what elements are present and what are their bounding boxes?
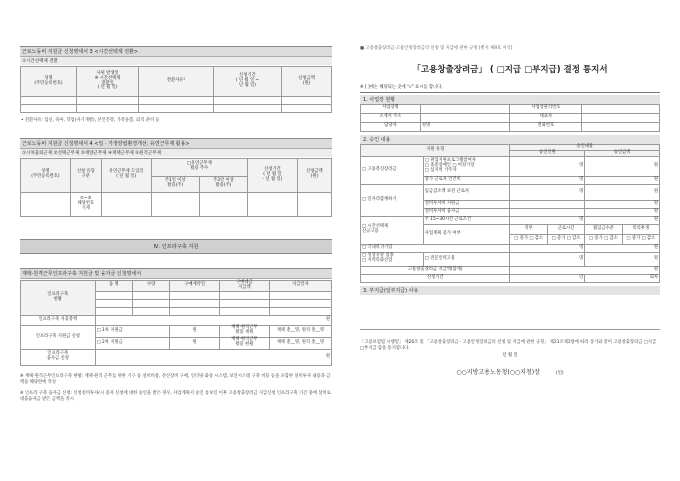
form3-cell[interactable]: [213, 105, 281, 113]
checkbox-legend: ※ [ ]에는 해당되는 곳에 "√" 표시를 합니다.: [360, 86, 660, 93]
right-page: [360, 36, 660, 476]
s2-item: 증가 근로자 인건비: [423, 176, 510, 184]
s1-label: 담당자: [361, 122, 421, 131]
form5-cell[interactable]: [170, 291, 220, 299]
form3-cell[interactable]: [76, 105, 138, 113]
s2-amount: 원: [585, 184, 660, 200]
s1-label: 사업장명: [361, 104, 421, 113]
section1-table: [360, 104, 660, 132]
form4-cell[interactable]: [297, 192, 331, 216]
form5-row-cost: 인프라구축 지출총액: [21, 315, 96, 325]
form-header-note: ■ 고용창출장려금·고용안정장려금의 신청 및 지급에 관한 규정 [별지 제9호 서식]: [360, 46, 513, 51]
form3-cell[interactable]: [21, 97, 77, 105]
form5-apply2-value: 재택 총__명, 원격 총__명: [269, 337, 331, 349]
s2-count: [510, 208, 585, 216]
s2-item: 임금감소액 보전 근로자: [423, 184, 510, 200]
infra-note-2: ※ 인프라 구축 융자금 신청: 신청설비투자(시 증자 신청에 대한 승인을 받은 경우, 사업계획서 승인 통보일 이후 고용창출장려금 지급신청 인프라구축 기간 중에 설비로 대출융자금 받은 금액을 적시: [20, 391, 331, 403]
form3-table: [20, 66, 332, 113]
s1-value[interactable]: [582, 104, 660, 113]
s2-group-reshoring[interactable]: □ 국내복귀기업: [361, 244, 510, 252]
s2-count: 명: [510, 216, 585, 224]
s2-count: 명: [510, 176, 585, 184]
s2-group-parttime[interactable]: □ 시간선택제 신규고용: [361, 216, 424, 244]
form3-cell[interactable]: [282, 97, 332, 105]
form5-apply1-plan: 재택·원격근무 활용 계획: [220, 325, 270, 337]
form5-apply1-value: 재택 총__명, 원격 총__명: [269, 325, 331, 337]
form3-note: • 전환사유: 임신, 육아, 학업(자기개발), 본인건강, 가족돌봄, 퇴직 준비 등: [21, 118, 160, 123]
s2-period-year: 년: [510, 274, 585, 282]
form4-type-hint: ①~⑤ 해당번호 기재: [70, 192, 101, 216]
section2-label: 2. 승인 내용: [360, 135, 660, 144]
form5-cell[interactable]: [170, 299, 220, 307]
form4-col-week3: 주3일 이상 활용(주): [199, 176, 247, 192]
form3-cell[interactable]: [76, 97, 138, 105]
form3-title: 근로노동비 지원금 신청명세서 3 <시간선택제 전환>: [20, 46, 332, 57]
form3-cell[interactable]: [282, 105, 332, 113]
s2-count: 명: [510, 156, 585, 176]
form5-cell[interactable]: [95, 291, 132, 299]
form4-title: 근로노동비 지원금 신청명세서 4 <일 · 가정양립환경개선: 유연근무제 활용>: [20, 138, 332, 149]
form4-table: [20, 158, 332, 217]
form4-col-amount: 신청금액 (원): [297, 158, 331, 192]
s2-period-label: 신청기간: [361, 274, 510, 282]
s2-amount: 원: [585, 216, 660, 224]
form5-row-loan: 인프라구축 융자금 신청: [21, 349, 96, 365]
form5-cell[interactable]: [220, 307, 270, 315]
form5-col-paid: 구매대금 지급액: [220, 280, 270, 291]
form5-col-qty: 수량: [132, 280, 169, 291]
s2-time-opt[interactable]: □ 증가 □ 감소: [510, 234, 547, 244]
form3-cell[interactable]: [139, 97, 214, 105]
form4-col-period: 신청기간 ( 년 월 일 - 년 월 일): [248, 158, 298, 192]
form3-col-reason: 전환사유¹: [139, 67, 214, 97]
s2-amount: 원: [585, 252, 660, 266]
s2-total-unit: 원: [510, 266, 660, 274]
s2-col-group: 승인내용: [510, 144, 660, 150]
s1-label: 전화번호: [510, 122, 582, 131]
s2-col-count: 승인인원: [510, 150, 585, 156]
form3-col-name: 성명 (주민등록번호): [21, 67, 77, 97]
form3-col-period: 신청기간 ( 년 월 일 ~ 년 월 일): [213, 67, 281, 97]
s2-item: 사업계획 증가 여부: [423, 224, 510, 244]
form4-cell[interactable]: [21, 192, 71, 216]
s2-period-round: 회차: [585, 274, 660, 282]
s1-value[interactable]: [420, 104, 510, 113]
form5-table: [20, 280, 332, 366]
form4-cell[interactable]: [248, 192, 298, 216]
form5-col-contract: 구매계약일: [170, 280, 220, 291]
form4-col-type: 신청 유형 구분: [70, 158, 101, 192]
form5-cell[interactable]: [132, 307, 169, 315]
notice-title: 「고용창출장려금」 ( □지급 □부지급) 결정 통지서: [412, 64, 608, 75]
s2-time-col: 직무: [510, 224, 547, 234]
form3-subtitle: ①시간선택제 전환: [20, 57, 332, 65]
form5-cell[interactable]: [269, 307, 331, 315]
form3-col-amount: 신청금액 (원): [282, 67, 332, 97]
s2-count: 명: [510, 244, 585, 252]
form5-cell[interactable]: [132, 291, 169, 299]
form3-cell[interactable]: [213, 97, 281, 105]
s2-group-jobshare[interactable]: □ 일자리함께하기: [361, 184, 424, 216]
s2-total-label: 고용창출장려금 지급액(합계): [361, 266, 510, 274]
s2-amount: 원: [585, 244, 660, 252]
form5-cell[interactable]: [132, 299, 169, 307]
s1-value[interactable]: [582, 122, 660, 131]
form5-cell[interactable]: [269, 291, 331, 299]
form5-apply2-label[interactable]: □ 2차 지원금: [95, 337, 170, 349]
s2-item-expert[interactable]: □ 전문인력고용: [423, 252, 510, 266]
form3-col-date: 사위 발생일 ※ 시간선택제 전환일 ( 년 월 일): [76, 67, 138, 97]
form4-cell[interactable]: [199, 192, 247, 216]
s2-count: 명: [510, 184, 585, 200]
section3-body[interactable]: [360, 295, 660, 330]
form5-apply1-unit: 원: [170, 325, 220, 337]
form5-cell[interactable]: [170, 307, 220, 315]
form5-cell[interactable]: [220, 291, 270, 299]
s2-col-type: 지원 유형: [361, 144, 510, 156]
notice-seal: (인): [555, 371, 564, 377]
s2-col-amount: 승인금액: [585, 150, 660, 156]
infra-band: Ⅳ. 인프라구축 지원: [20, 239, 332, 254]
s2-item: 설비투자비 융자금: [423, 208, 510, 216]
s1-value[interactable]: [582, 113, 660, 122]
s2-amount: 원: [585, 200, 660, 208]
s2-time-opt[interactable]: □ 증가 □ 감소: [622, 234, 659, 244]
s1-contact-name: 성명: [420, 122, 510, 131]
form5-row-apply: 인프라구축 지원금 신청: [21, 325, 96, 349]
form5-cost-unit: 원: [95, 315, 331, 325]
infra-note-1: ※ 재택·원격근무인프라구축 현황: 재택·원격 근무를 위한 기구 등 설비비용, 전산장비 구매, 인터넷·화상 시스템, 보안시스템 구축 비용 등을 포함한 설비투자 내용과 금액을 해당란에 작성: [20, 373, 331, 385]
form4-cell[interactable]: [151, 192, 199, 216]
form4-col-name: 성명 (주민등록번호): [21, 158, 71, 192]
notice-signature-row: [360, 367, 660, 376]
s1-label: 대표자: [510, 113, 582, 122]
s2-count: [510, 200, 585, 208]
s2-time-col: 복리후생: [622, 224, 659, 234]
form5-col-item: 품 명: [95, 280, 132, 291]
form4-col-intro: 유연근무제 도입일 ( 년 월 일): [101, 158, 151, 192]
s2-group-promotion[interactable]: □ 고용촉진장려금: [361, 156, 424, 184]
s2-amount: 원: [585, 208, 660, 216]
s2-time-opt[interactable]: □ 증가 □ 감소: [585, 234, 622, 244]
form5-loan-unit: 원: [95, 349, 331, 365]
s2-time-col: 월임금수준: [585, 224, 622, 234]
s2-count: 명: [510, 252, 585, 266]
s1-value[interactable]: [420, 113, 510, 122]
notice-footer-text: 「고용보험법 시행령」 제26조 및 「고용창출장려금 · 고용안정장려금의 신청 및 지급에 관한 규정」 제21조제1항에 따라 상기와 같이 고용창출장려금 □지급 □부지급 함을 통지합니다.: [360, 339, 657, 351]
form3-cell[interactable]: [139, 105, 214, 113]
form5-row-status: 인프라구축 현황: [21, 280, 96, 315]
form5-title: 재택·원격근무인프라구축 지원금 및 융자금 신청명세서: [20, 268, 332, 279]
s2-amount: 원: [585, 176, 660, 184]
form3-cell[interactable]: [21, 105, 77, 113]
s2-group-growth[interactable]: □ 성장유망 업종 □ 지역특화산업: [361, 252, 424, 266]
form4-col-weeks: □유연근무제 활용 주수: [151, 158, 247, 176]
form4-col-week1: 주1일 이상 활용(주): [151, 176, 199, 192]
s1-label: 사업장관리번호: [510, 104, 582, 113]
form5-cell[interactable]: [95, 307, 132, 315]
form4-cell[interactable]: [101, 192, 151, 216]
s2-time-opt[interactable]: □ 증가 □ 감소: [547, 234, 584, 244]
form5-cell[interactable]: [220, 299, 270, 307]
section2-table: [360, 144, 660, 283]
left-page: [20, 36, 332, 476]
form5-apply1-label[interactable]: □ 1차 지원금: [95, 325, 170, 337]
s2-amount: 원: [585, 156, 660, 176]
s2-item: 설비투자비 지원금: [423, 200, 510, 208]
form5-apply2-plan: 재택·원격근무 활용 현황: [220, 337, 270, 349]
section1-label: 1. 사업장 현황: [360, 95, 660, 104]
form5-col-date: 지급일자: [269, 280, 331, 291]
s2-item: □ 취업지원프로그램참여자 □ 중증장애인 □ 여성가장 □ 섬지역 거주자: [423, 156, 510, 176]
form5-apply2-unit: 원: [170, 337, 220, 349]
s2-item: 주 15~30시간 근로조건: [423, 216, 510, 224]
s2-time-col: 근로시간: [547, 224, 584, 234]
notice-signature: ○○지방고용노동청(○○지청)장: [456, 369, 540, 377]
form5-cell[interactable]: [95, 299, 132, 307]
form5-cell[interactable]: [269, 299, 331, 307]
notice-date: 년 월 일: [502, 353, 518, 359]
s1-label: 소재지 주소: [361, 113, 421, 122]
section3-label: 3. 부지급(일부지급) 사유: [360, 286, 660, 295]
form4-subtitle: ①시차출퇴근제 ②선택근무제 ③재량근무제 ④재택근무제 ⑤원격근무제: [20, 149, 332, 157]
